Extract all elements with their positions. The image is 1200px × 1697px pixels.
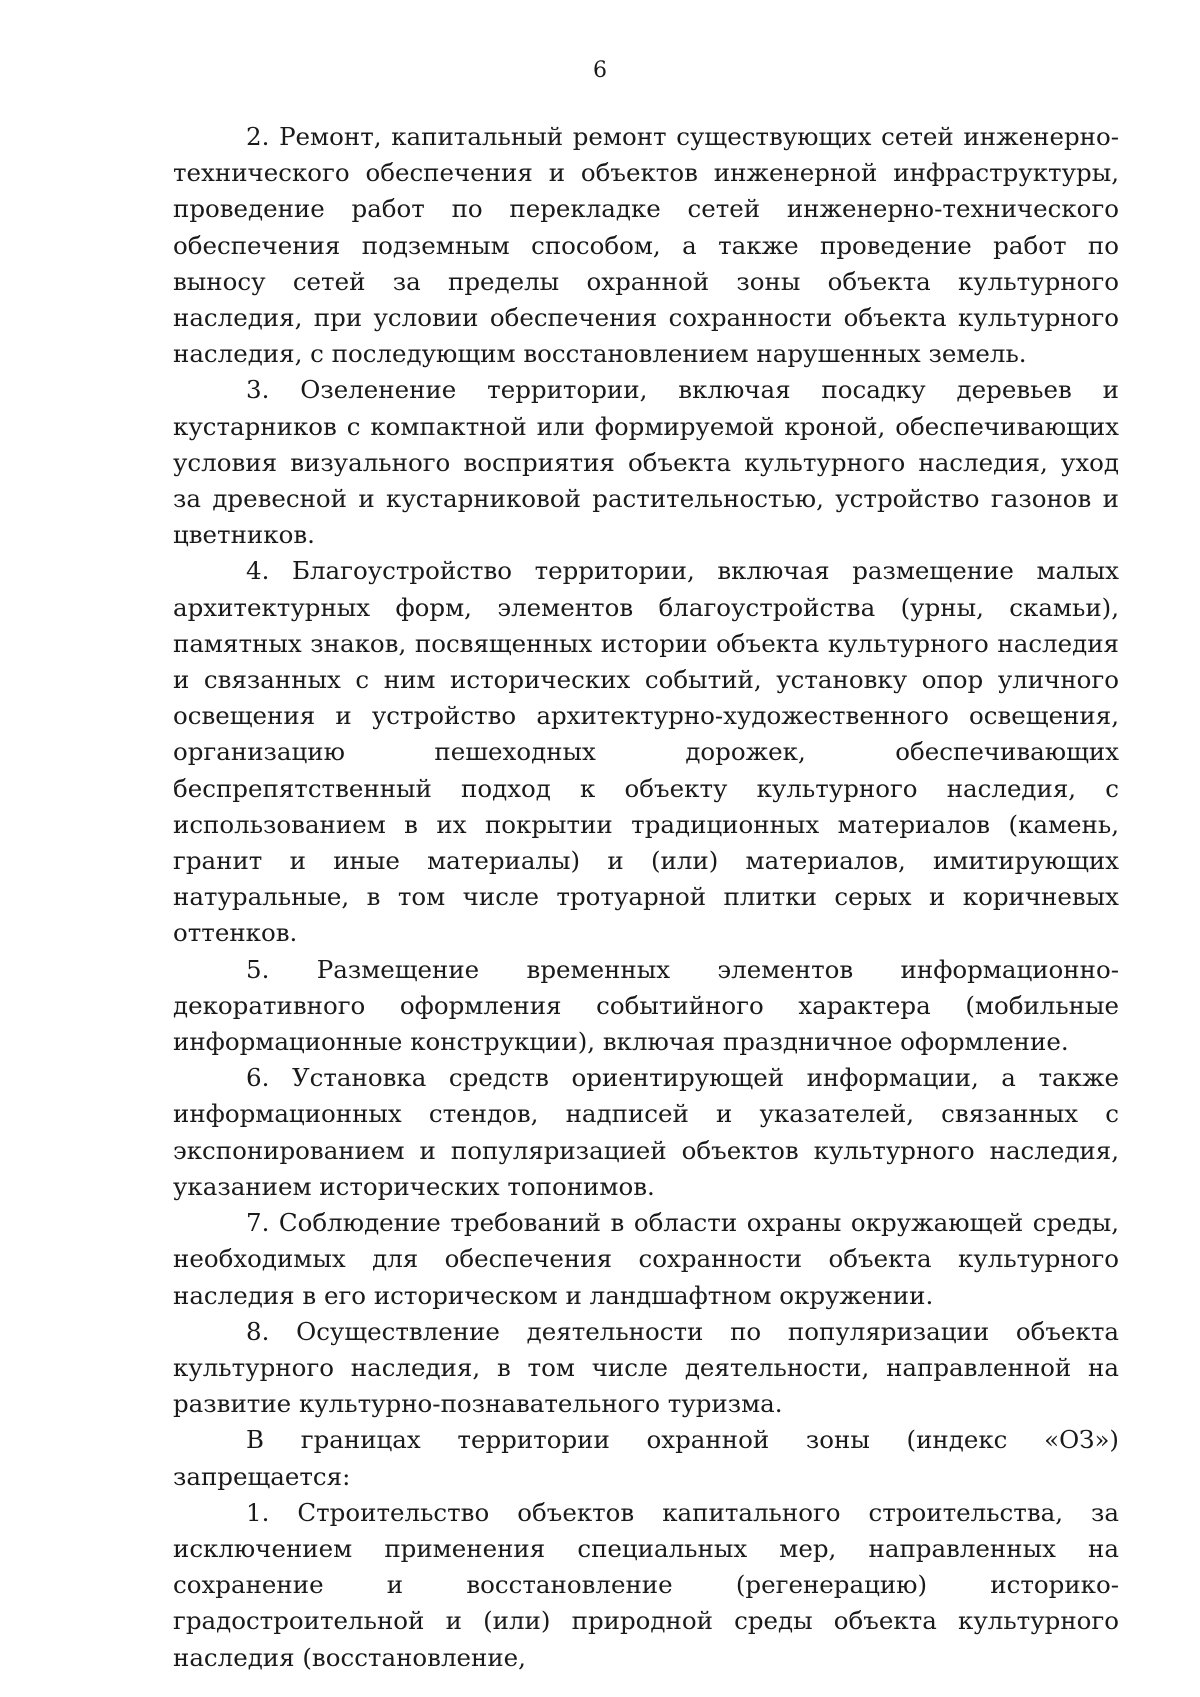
paragraph-item-8: 8. Осуществление деятельности по популяризации объекта культурного наследия, в том числе деятельности, направленной на развитие культурно-познавательного туризма. xyxy=(173,1316,1119,1419)
paragraph-item-4: 4. Благоустройство территории, включая размещение малых архитектурных форм, элементов благоустройства (урны, скамьи), памятных знаков, посвященных истории объекта культурного наследия и связанных с ним исторических событий, установку опор уличного освещения и устройство архитектурно-художественного освещения, организацию пешеходных дорожек, обеспечивающих беспрепятственный подход к объекту культурного наследия, с использованием в их покрытии традиционных материалов (камень, гранит и иные материалы) и (или) материалов, имитирующих натуральные, в том числе тротуарной плитки серых и коричневых оттенков. xyxy=(173,556,1119,948)
page-number: 6 xyxy=(593,58,607,83)
prohibition-item-1: 1. Строительство объектов капитального строительства, за исключением применения специальных мер, направленных на сохранение и восстановление (регенерацию) историко-градостроительной и (или) природной среды объекта культурного наследия (восстановление, xyxy=(173,1497,1119,1672)
document-body xyxy=(173,119,1119,1676)
paragraph-item-2: 2. Ремонт, капитальный ремонт существующих сетей инженерно-технического обеспечения и объектов инженерной инфраструктуры, проведение работ по перекладке сетей инженерно-технического обеспечения подземным способом, а также проведение работ по выносу сетей за пределы охранной зоны объекта культурного наследия, при условии обеспечения сохранности объекта культурного наследия, с последующим восстановлением нарушенных земель. xyxy=(173,122,1119,369)
paragraph-item-5: 5. Размещение временных элементов информационно-декоративного оформления событийного характера (мобильные информационные конструкции), включая праздничное оформление. xyxy=(173,954,1119,1057)
prohibitions-intro: В границах территории охранной зоны (индекс «ОЗ») запрещается: xyxy=(173,1425,1119,1491)
paragraph-item-3: 3. Озеленение территории, включая посадку деревьев и кустарников с компактной или формируемой кроной, обеспечивающих условия визуального восприятия объекта культурного наследия, уход за древесной и кустарниковой растительностью, устройство газонов и цветников. xyxy=(173,375,1119,550)
paragraph-item-6: 6. Установка средств ориентирующей информации, а также информационных стендов, надписей и указателей, связанных с экспонированием и популяризацией объектов культурного наследия, указанием исторических топонимов. xyxy=(173,1063,1119,1201)
paragraph-item-7: 7. Соблюдение требований в области охраны окружающей среды, необходимых для обеспечения сохранности объекта культурного наследия в его историческом и ландшафтном окружении. xyxy=(173,1208,1119,1310)
